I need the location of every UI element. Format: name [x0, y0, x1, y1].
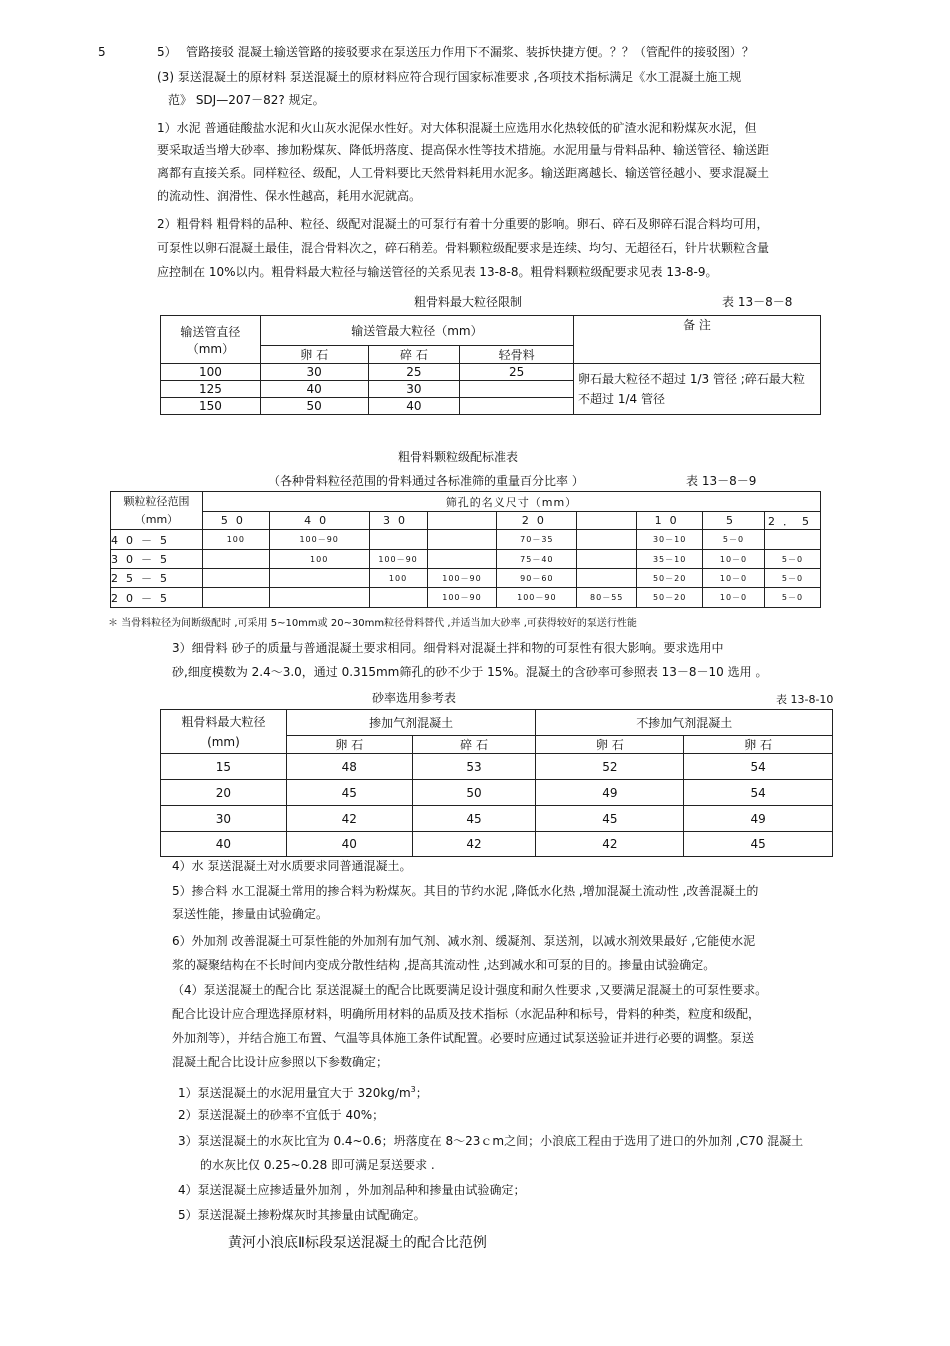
table-cell: 50: [412, 780, 536, 806]
table2-size: 5: [703, 512, 765, 530]
cement-line-4: 的流动性、润滑性、保水性越高，耗用水泥就高。: [157, 189, 422, 203]
table-cell: 42: [412, 832, 536, 857]
coarse-line-3: 应控制在 10%以内。粗骨料最大粒径与输送管径的关系见表 13-8-8。粗骨料颗粒级配要求见表 13-8-9。: [157, 265, 718, 279]
table2-range: 40－5: [111, 530, 203, 550]
table-cell: 40: [161, 832, 287, 857]
table3-header-col: 卵 石: [684, 736, 833, 754]
admix-line-1: 5）掺合料 水工混凝土常用的掺合料为粉煤灰。其目的节约水泥 ,降低水化热 ,增加混凝土流动性 ,改善混凝土的: [172, 884, 759, 898]
mix-line-4: 混凝土配合比设计应参照以下参数确定；: [172, 1055, 389, 1069]
table-cell: [369, 588, 427, 608]
table-sand-ratio: [160, 709, 833, 857]
table-cell: 5－0: [764, 569, 820, 588]
table-cell: [369, 530, 427, 550]
additive-line-1: 6）外加剂 改善混凝土可泵性能的外加剂有加气剂、减水剂、缓凝剂、泵送剂，以减水剂效果最好 ,它能使水泥: [172, 934, 756, 948]
page-number: 5: [98, 45, 106, 59]
table1-header-max-size: 输送管最大粒径（mm）: [260, 316, 573, 346]
fine-line-1: 3）细骨料 砂子的质量与普通混凝土要求相同。细骨料对混凝土拌和物的可泵性有很大影响。要求选用中: [172, 641, 724, 655]
table2-range: 20－5: [111, 588, 203, 608]
table2-size: 20: [497, 512, 577, 530]
table2-size: [577, 512, 637, 530]
table2-size: [427, 512, 497, 530]
table-cell: [577, 569, 637, 588]
cement-line-3: 离都有直接关系。同样粒径、级配，人工骨料要比天然骨料耗用水泥多。输送距离越长、输送管径越小、要求混凝土: [157, 166, 770, 180]
table-cell: 5－0: [764, 550, 820, 569]
table-row: [161, 832, 833, 857]
table-cell: 48: [286, 754, 412, 780]
table-cell: [427, 530, 497, 550]
table-cell: 100－90: [427, 569, 497, 588]
table-cell: 100－90: [427, 588, 497, 608]
admix-line-2: 泵送性能，掺量由试验确定。: [172, 907, 329, 921]
table1-header-note: 备 注: [574, 316, 821, 364]
cement-line-2: 要采取适当增大砂率、掺加粉煤灰、降低坍落度、提高保水性等技术措施。水泥用量与骨料品种、输送管径、输送距: [157, 143, 770, 157]
mix-line-3: 外加剂等），并结合施工布置、气温等具体施工条件试配置。必要时应通过试泵送验证并进行必要的调整。泵送: [172, 1031, 755, 1045]
table-row: [111, 569, 821, 588]
table-max-particle-size: [160, 315, 821, 415]
table-cell: 40: [260, 381, 368, 398]
item-4: 4）泵送混凝土应掺适量外加剂 ，外加剂品种和掺量由试验确定；: [178, 1183, 526, 1197]
table2-size: 40: [269, 512, 369, 530]
table-row: [111, 550, 821, 569]
table-cell: 49: [684, 806, 833, 832]
table-cell: 40: [286, 832, 412, 857]
sec3-line1: (3) 泵送混凝土的原材料 泵送混凝土的原材料应符合现行国家标准要求 ,各项技术指标满足《水工混凝土施工规: [157, 70, 742, 84]
table-cell: 45: [286, 780, 412, 806]
item-2: 2）泵送混凝土的砂率不宜低于 40%；: [178, 1108, 385, 1122]
table-cell: 40: [368, 398, 460, 415]
table-cell: 53: [412, 754, 536, 780]
table-cell: 125: [161, 381, 261, 398]
table-cell: 35－10: [637, 550, 703, 569]
table-cell: 54: [684, 780, 833, 806]
table2-size: 30: [369, 512, 427, 530]
table3-header-noair: 不掺加气剂混凝土: [536, 710, 833, 736]
item-5: 5）泵送混凝土掺粉煤灰时其掺量由试配确定。: [178, 1208, 426, 1222]
table-cell: 50: [260, 398, 368, 415]
table-row: [161, 780, 833, 806]
table-cell: 90－60: [497, 569, 577, 588]
table1-header-gravel: 碎 石: [368, 346, 460, 364]
table-cell: 150: [161, 398, 261, 415]
table2-footnote: ＊ 当骨料粒径为间断级配时 ,可采用 5~10mm或 20~30mm粒径骨料替代 ,并适当加大砂率 ,可获得较好的泵送行性能: [108, 618, 637, 629]
table2-header-range: 颗粒粒径范围 （mm）: [111, 492, 203, 530]
table-cell: 25: [368, 364, 460, 381]
table-cell: [202, 569, 269, 588]
table-cell: [577, 530, 637, 550]
table2-range: 25－5: [111, 569, 203, 588]
table3-header-air: 掺加气剂混凝土: [286, 710, 536, 736]
table-cell: [269, 569, 369, 588]
table-cell: 20: [161, 780, 287, 806]
table-cell: [460, 398, 574, 415]
table-cell: 25: [460, 364, 574, 381]
coarse-line-2: 可泵性以卵石混凝土最佳，混合骨料次之，碎石稍差。骨料颗粒级配要求是连续、均匀、无超径石，针片状颗粒含量: [157, 241, 770, 255]
table1-header-light: 轻骨料: [460, 346, 574, 364]
table-row: [111, 588, 821, 608]
mix-line-1: （4）泵送混凝土的配合比 泵送混凝土的配合比既要满足设计强度和耐久性要求 ,又要满足混凝土的可泵性要求。: [172, 983, 768, 997]
table3-tag: 表 13-8-10: [776, 693, 834, 706]
table1-header-pipe: 输送管直径 （mm）: [161, 316, 261, 364]
table1-tag: 表 13－8－8: [722, 295, 793, 309]
table-cell: 42: [286, 806, 412, 832]
table-cell: 5－0: [764, 588, 820, 608]
table-cell: 30: [368, 381, 460, 398]
table-cell: 30: [161, 806, 287, 832]
coarse-line-1: 2）粗骨料 粗骨料的品种、粒径、级配对混凝土的可泵行有着十分重要的影响。卵石、碎石及卵碎石混合料均可用，: [157, 217, 769, 231]
table-cell: 42: [536, 832, 684, 857]
table-cell: 45: [412, 806, 536, 832]
table3-header-col: 卵 石: [536, 736, 684, 754]
table-row: [111, 530, 821, 550]
table2-title: 粗骨料颗粒级配标准表: [398, 450, 519, 464]
table-cell: 50－20: [637, 588, 703, 608]
table-cell: [202, 588, 269, 608]
table2-header-sieve: 筛孔的名义尺寸（mm）: [202, 492, 820, 512]
table3-header-col: 卵 石: [286, 736, 412, 754]
item-1: 1）泵送混凝土的水泥用量宜大于 $320kg/m^3$；: [178, 1085, 428, 1100]
table-cell: 10－0: [703, 588, 765, 608]
mix-line-2: 配合比设计应合理选择原材料，明确所用材料的品质及技术指标（水泥品种和标号，骨料的种类，粒度和级配，: [172, 1007, 761, 1021]
table-cell: 70－35: [497, 530, 577, 550]
table2-size: 10: [637, 512, 703, 530]
table-cell: 30: [260, 364, 368, 381]
table-cell: [427, 550, 497, 569]
table-cell: 80－55: [577, 588, 637, 608]
table-cell: 100: [161, 364, 261, 381]
additive-line-2: 浆的凝聚结构在不长时间内变成分散性结构 ,提高其流动性 ,达到减水和可泵的目的。掺量由试验确定。: [172, 958, 716, 972]
table-cell: 100－90: [269, 530, 369, 550]
table-cell: 10－0: [703, 550, 765, 569]
cement-line-1: 1）水泥 普通硅酸盐水泥和火山灰水泥保水性好。对大体积混凝土应选用水化热较低的矿渣水泥和粉煤灰水泥，但: [157, 121, 757, 135]
sec5-num: 5）: [157, 45, 177, 59]
table-cell: [460, 381, 574, 398]
table1-title: 粗骨料最大粒径限制: [414, 295, 523, 309]
item-3-cont: 的水灰比仅 0.25~0.28 即可满足泵送要求 .: [200, 1158, 435, 1172]
table2-tag: 表 13－8－9: [686, 474, 757, 488]
table2-range: 30－5: [111, 550, 203, 569]
sec3-line2: 范》 SDJ—207－82? 规定。: [168, 93, 325, 107]
table-grading-standard: [110, 491, 821, 608]
water-line: 4）水 泵送混凝土对水质要求同普通混凝土。: [172, 859, 412, 873]
table-cell: 100－90: [497, 588, 577, 608]
table-cell: 100: [269, 550, 369, 569]
table-cell: 100: [369, 569, 427, 588]
table-cell: 100－90: [369, 550, 427, 569]
table-row: [161, 364, 821, 381]
table3-header-max-size: 粗骨料最大粒径 (mm): [161, 710, 287, 754]
table-cell: [269, 588, 369, 608]
table-cell: 45: [536, 806, 684, 832]
table-row: [161, 754, 833, 780]
table-cell: [202, 550, 269, 569]
table-row: [161, 806, 833, 832]
fine-line-2: 砂,细度模数为 2.4～3.0，通过 0.315mm筛孔的砂不少于 15%。混凝土的含砂率可参照表 13－8－10 选用 。: [172, 665, 768, 679]
table-cell: 54: [684, 754, 833, 780]
table-cell: [577, 550, 637, 569]
table2-size: 50: [202, 512, 269, 530]
table-cell: 15: [161, 754, 287, 780]
table3-header-col: 碎 石: [412, 736, 536, 754]
table2-size: 2．5: [764, 512, 820, 530]
item-3: 3）泵送混凝土的水灰比宜为 0.4~0.6；坍落度在 8～23ｃm之间；小浪底工程由于选用了进口的外加剂 ,C70 混凝土: [178, 1134, 804, 1148]
table-cell: 5－0: [703, 530, 765, 550]
table-cell: [764, 530, 820, 550]
table-cell: 45: [684, 832, 833, 857]
table-cell: 10－0: [703, 569, 765, 588]
table1-note-cell: 卵石最大粒径不超过 1/3 管径 ;碎石最大粒 不超过 1/4 管径: [574, 364, 821, 415]
table3-title: 砂率选用参考表: [372, 691, 457, 705]
table-cell: 75－40: [497, 550, 577, 569]
table-cell: 49: [536, 780, 684, 806]
table-cell: 100: [202, 530, 269, 550]
section-title: 黄河小浪底Ⅱ标段泵送混凝土的配合比范例: [228, 1235, 487, 1251]
table-cell: 50－20: [637, 569, 703, 588]
table-cell: 30－10: [637, 530, 703, 550]
table2-subtitle: （各种骨料粒径范围的骨料通过各标准筛的重量百分比率 ）: [268, 474, 584, 488]
sec5-text: 管路接驳 混凝土输送管路的接驳要求在泵送压力作用下不漏浆、装拆快捷方便。？？（管配件的接驳图）？: [186, 45, 754, 59]
table1-header-pebble: 卵 石: [260, 346, 368, 364]
table-cell: 52: [536, 754, 684, 780]
